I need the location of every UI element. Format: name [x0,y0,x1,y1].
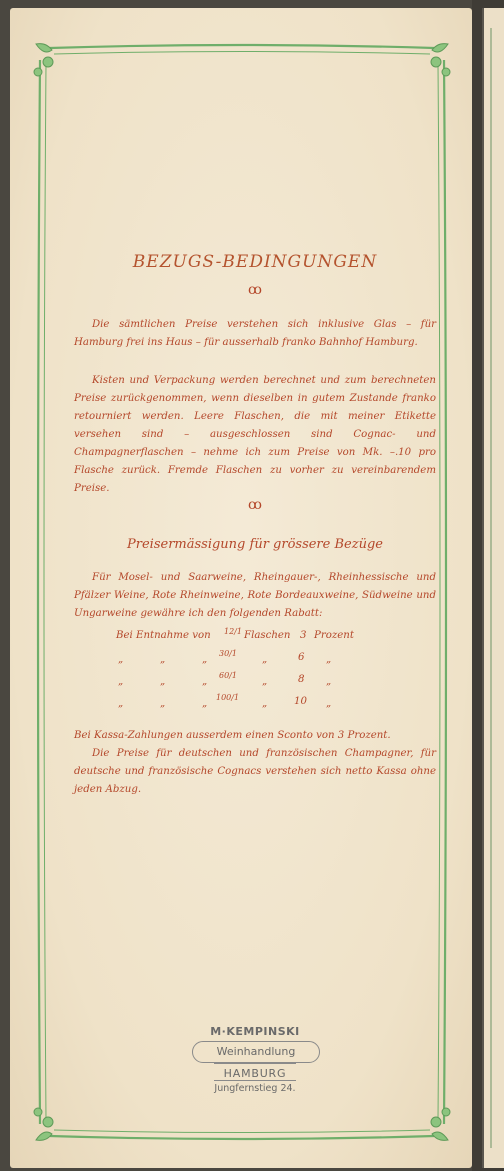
ditto-mark: „ [262,698,268,709]
discount-heading: Preisermässigung für grössere Bezüge [127,537,383,552]
logo-trade: Weinhandlung [192,1041,320,1063]
logo-address: Jungfernstieg 24. [214,1083,296,1094]
discount-quantity: 60/1 [219,671,237,680]
ditto-mark: „ [202,676,208,687]
discount-percent: 3 [300,630,307,641]
ditto-mark: „ [160,654,166,665]
ditto-mark: „ [326,654,332,665]
logo-city: HAMBURG [223,1067,287,1080]
ditto-mark: „ [202,698,208,709]
ditto-mark: „ [118,654,124,665]
page-title: BEZUGS-BEDINGUNGEN [132,252,378,272]
discount-quantity: 12/1 [224,627,242,636]
paragraph-glass: Die sämtlichen Preise verstehen sich inklusive Glas – für Hamburg frei ins Haus – für ausserhalb franko Bahnhof Hamburg. [74,319,436,348]
paragraph-champagne: Die Preise für deutschen und französischen Champagner, für deutsche und französische Cognacs verstehen sich netto Kassa ohne jeden Abzug. [74,748,436,795]
ditto-mark: „ [326,676,332,687]
paragraph-packaging: Kisten und Verpackung werden berechnet und zum berechneten Preise zurückgenommen, wenn dieselben in gutem Zustande franko retourniert werden. Leere Flaschen, die mit meiner Etikette versehen sind – ausgeschlossen sind Cognac- und Champagnerflaschen – nehme ich zum Preise von Mk. –.10 pro Flasche zurück. Fremde Flaschen zu vorher zu vereinbarendem Preise. [74,375,436,494]
logo-name: M·KEMPINSKI [210,1025,300,1038]
adjacent-page [472,0,504,1171]
discount-percent: 6 [298,652,305,663]
discount-percent: 8 [298,674,305,685]
paragraph-cash-discount: Bei Kassa-Zahlungen ausserdem einen Sconto von 3 Prozent. [74,730,391,741]
ditto-mark: „ [326,698,332,709]
ditto-mark: „ [160,698,166,709]
paragraph-wines: Für Mosel- und Saarweine, Rheingauer-, Rheinhessische und Pfälzer Weine, Rote Rheinweine, Rote Bordeauxweine, Südweine und Ungarweine gewähre ich den folgenden Rabatt: [74,572,436,619]
discount-quantity: 100/1 [216,693,240,702]
discount-word: Prozent [314,630,354,641]
ditto-mark: „ [262,676,268,687]
ditto-mark: „ [262,654,268,665]
ditto-mark: „ [160,676,166,687]
ornament-2: ꝏ [248,497,262,513]
ditto-mark: „ [118,698,124,709]
discount-unit: Flaschen [244,630,291,641]
ditto-mark: „ [202,654,208,665]
discount-quantity: 30/1 [219,649,237,658]
discount-percent: 10 [294,696,307,707]
discount-label: Bei Entnahme von [116,630,211,641]
ornament-1: ꝏ [248,282,262,298]
ditto-mark: „ [118,676,124,687]
adjacent-page-border [490,28,492,1148]
adjacent-page-edge [482,8,504,1168]
